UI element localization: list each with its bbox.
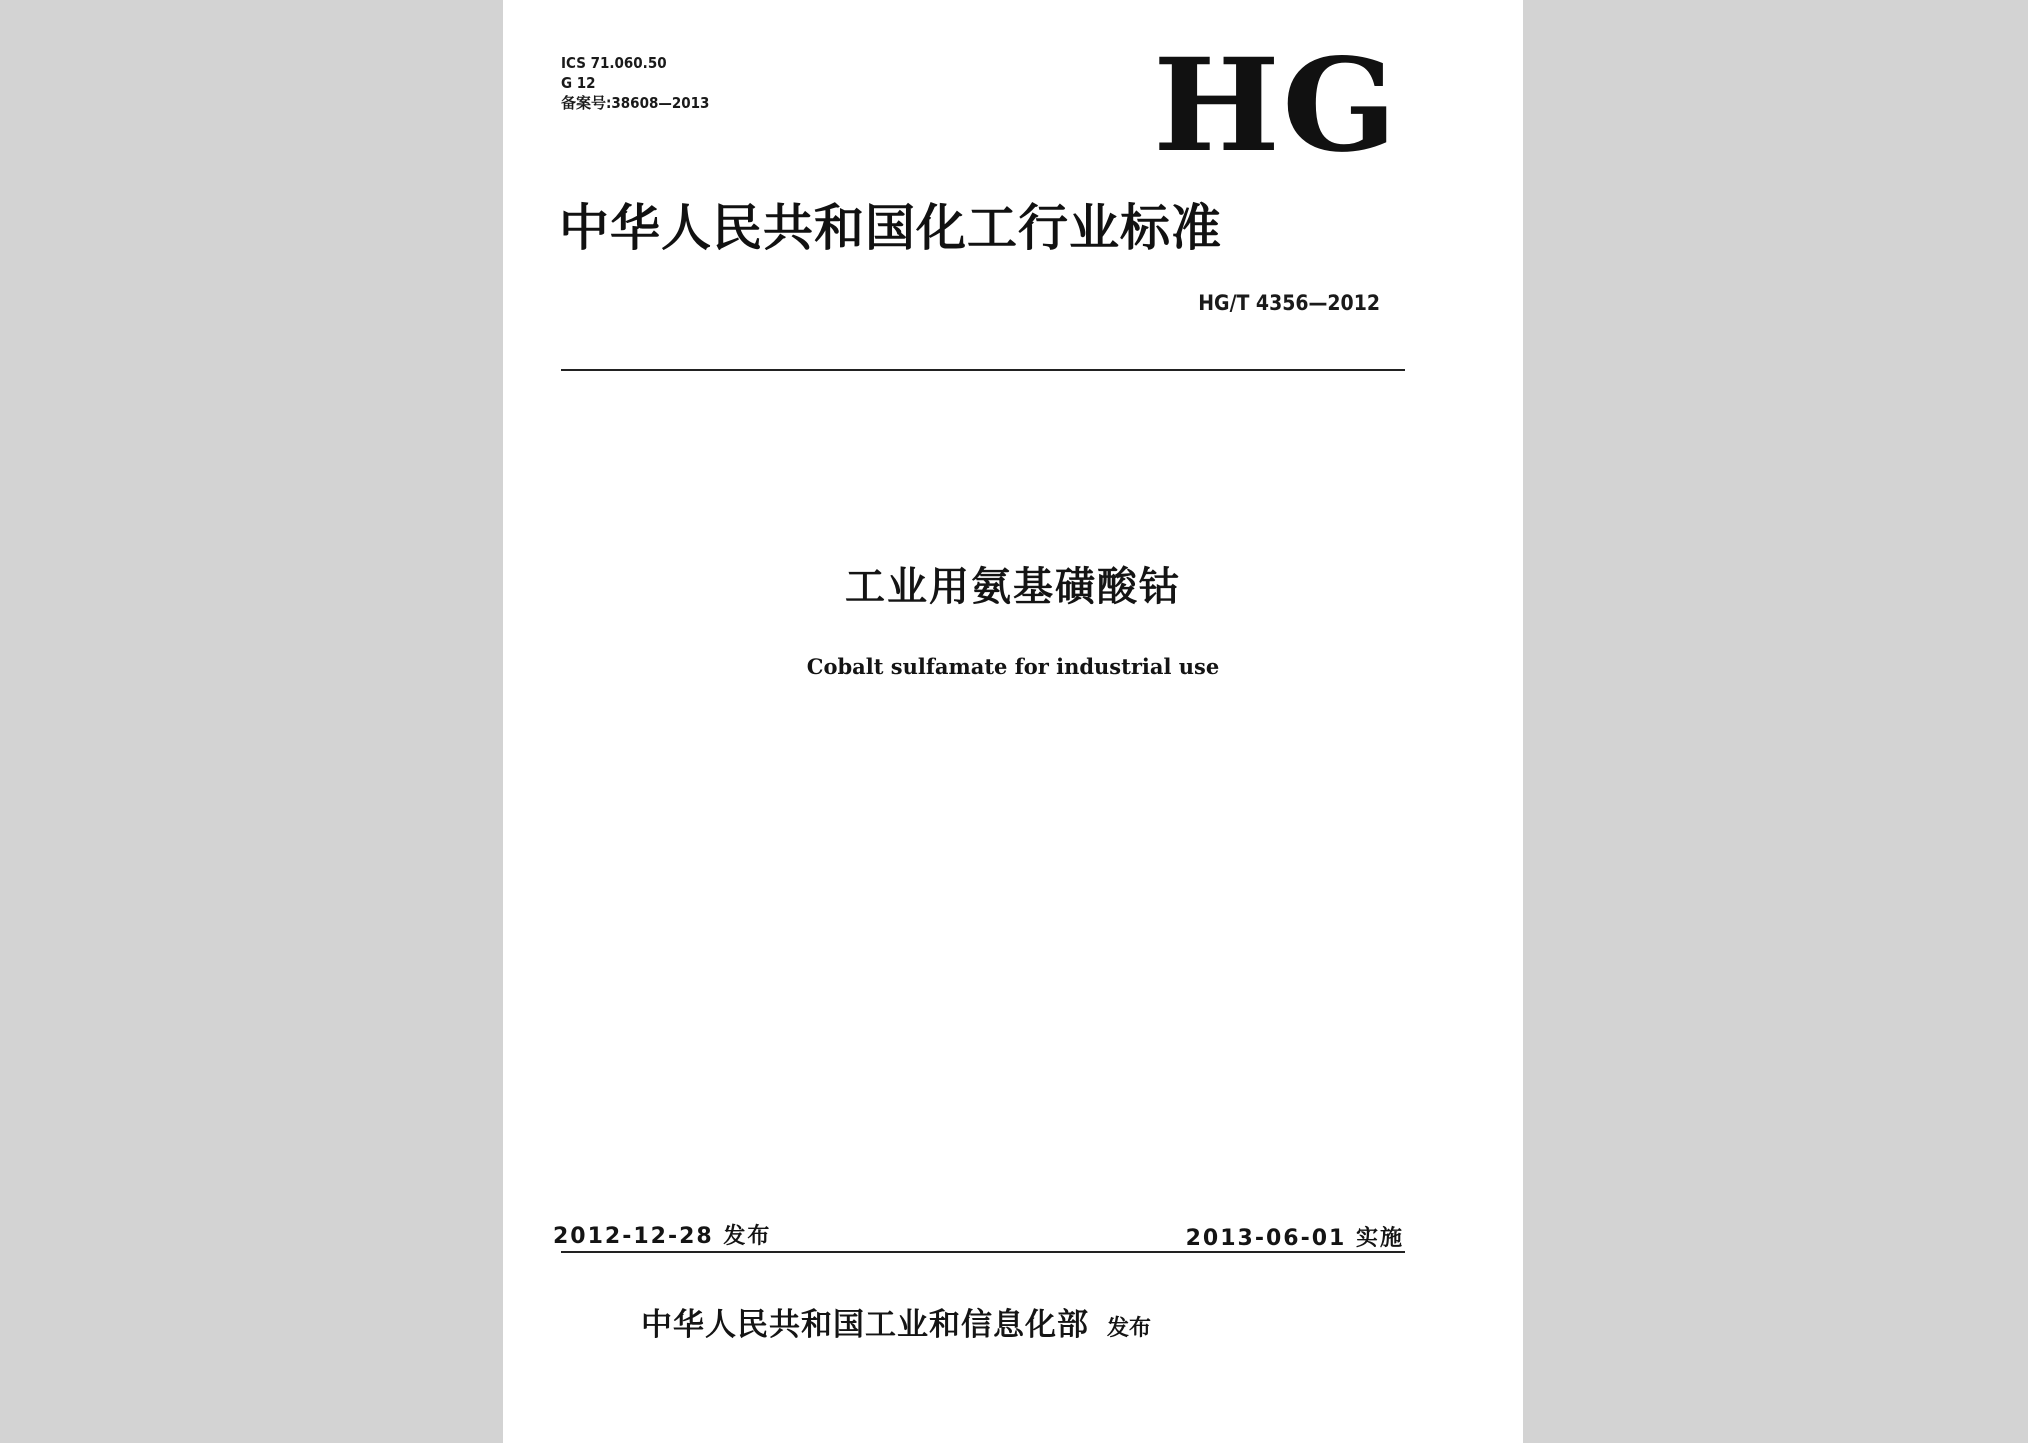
header-divider <box>561 369 1405 371</box>
standard-code: HG/T 4356—2012 <box>1198 291 1380 315</box>
implementation-date: 2013-06-01 实施 <box>1185 1226 1404 1251</box>
classification-block <box>561 53 709 113</box>
publisher-organization: 中华人民共和国工业和信息化部 <box>641 1307 1089 1343</box>
publisher-line <box>641 1299 1151 1344</box>
publisher-verb: 发布 <box>1107 1316 1152 1341</box>
hg-logo: HG <box>1153 31 1399 181</box>
filing-number: 备案号:38608—2013 <box>561 94 710 112</box>
document-title-chinese: 工业用氨基磺酸钴 <box>845 564 1181 610</box>
footer-divider <box>561 1251 1405 1253</box>
standard-title: 中华人民共和国化工行业标准 <box>559 199 1222 257</box>
ics-code: ICS 71.060.50 <box>561 54 667 72</box>
document-title-english: Cobalt sulfamate for industrial use <box>806 654 1220 679</box>
class-code: G 12 <box>561 74 596 92</box>
document-page <box>503 0 1523 1443</box>
issue-date: 2012-12-28 发布 <box>553 1224 772 1249</box>
